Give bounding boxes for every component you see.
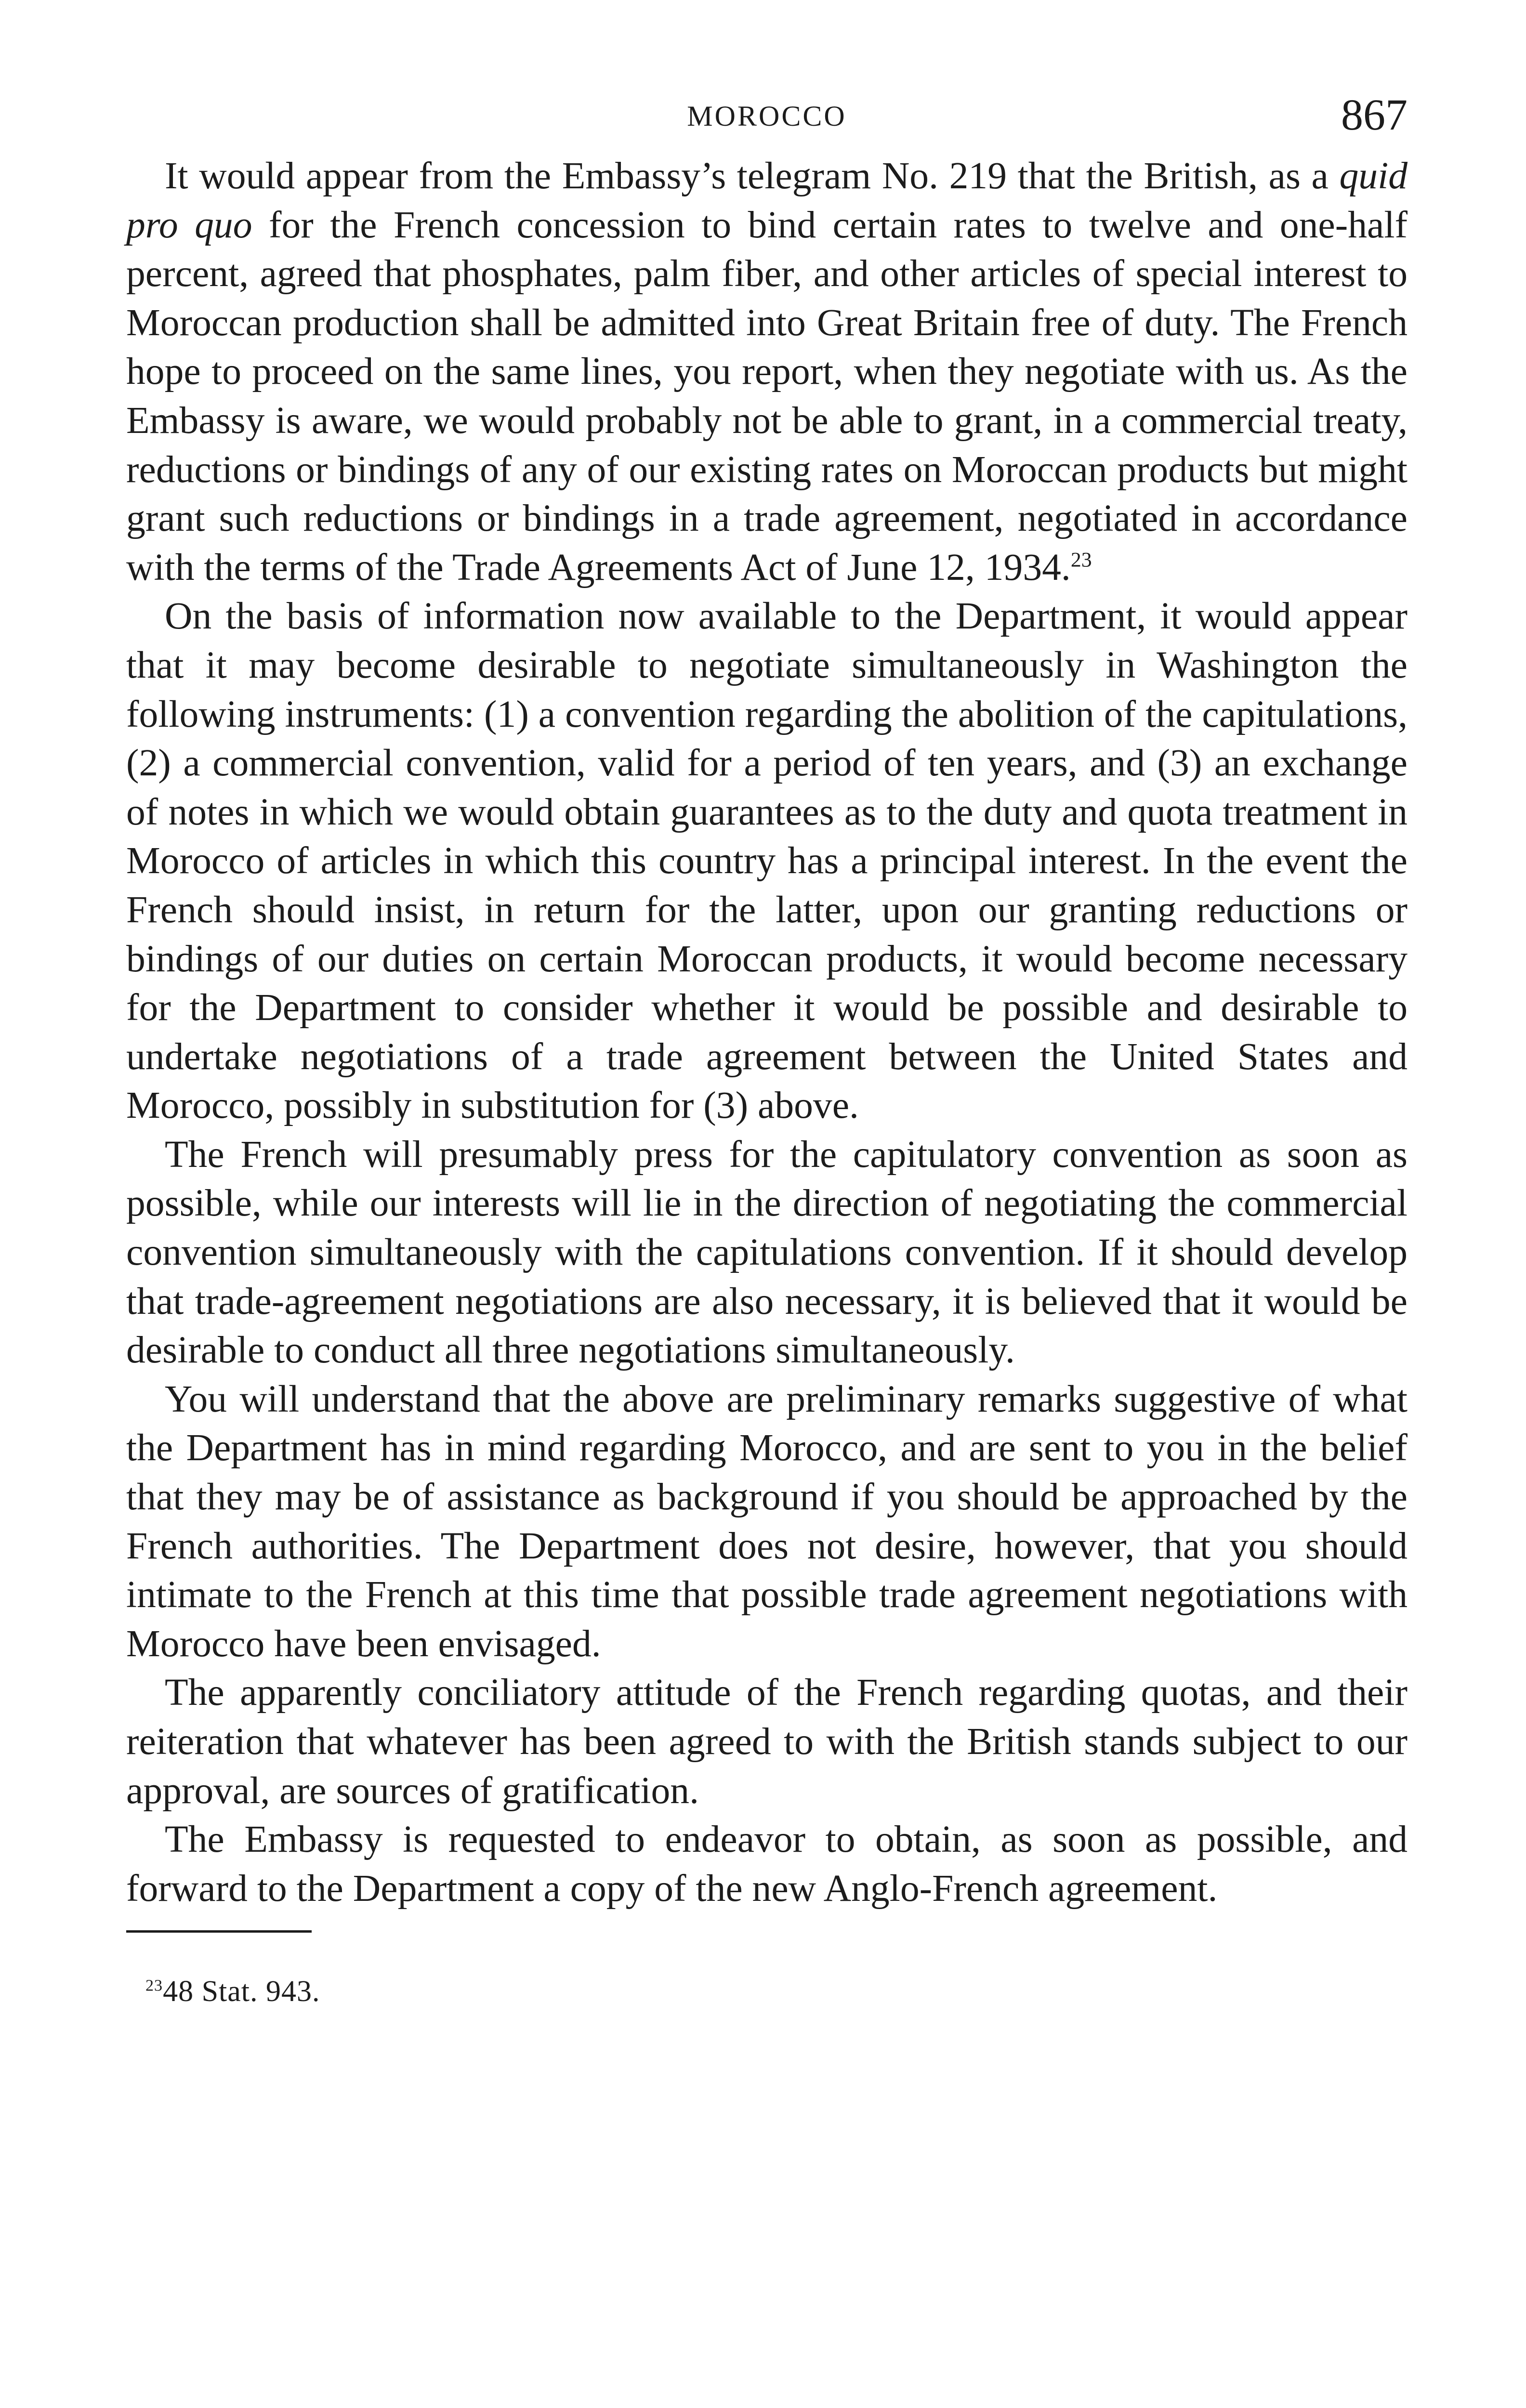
body-text [126,152,1408,1913]
footnote-marker: 23 [145,1976,163,1995]
footnote-divider [126,1930,312,1933]
page-number: 867 [1341,90,1408,139]
footnote [126,1974,1408,2009]
paragraph-3: The French will presumably press for the capitulatory convention as soon as possible, while our interests will lie in the direction of negotiating the commercial convention simultaneously with the capitulations convention. If it should develop that trade-agreement negotiations are also necessary, it is believed that it would be desirable to conduct all three negotiations simultaneously. [126,1133,1408,1372]
running-title: MOROCCO [687,100,847,132]
footnote-text: 48 Stat. 943. [163,1975,320,2008]
italic-phrase: quid pro quo [126,155,1408,246]
paragraph-4: You will understand that the above are preliminary remarks suggestive of what the Department has in mind regarding Morocco, and are sent to you in the belief that they may be of assistance as background if you should be approached by the French authorities. The Department does not desire, however, that you should intimate to the French at this time that possible trade agreement negotiations with Morocco have been envisaged. [126,1377,1408,1665]
paragraph-1 [126,152,1408,592]
document-page [126,89,1408,2009]
paragraph-1-text-start: It would appear from the Embassy’s telegram No. 219 that the British, as a [165,155,1340,197]
paragraph-1-text-end: for the French concession to bind certain rates to twelve and one-half percent, agreed that phosphates, palm fiber, and other articles of special interest to Moroccan production shall be admitted into Great Britain free of duty. The French hope to proceed on the same lines, you report, when they negotiate with us. As the Embassy is aware, we would probably not be able to grant, in a commercial treaty, reductions or bindings of any of our existing rates on Moroccan products but might grant such reductions or bindings in a trade agreement, negotiated in accordance with the terms of the Trade Agreements Act of June 12, 1934. [126,203,1408,589]
paragraph-5: The apparently conciliatory attitude of the French regarding quotas, and their reiteration that whatever has been agreed to with the British stands subject to our approval, are sources of gratification. [126,1671,1408,1812]
footnote-reference: 23 [1070,548,1092,572]
paragraph-6: The Embassy is requested to endeavor to obtain, as soon as possible, and forward to the Department a copy of the new Anglo-French agreement. [126,1818,1408,1910]
paragraph-2: On the basis of information now available to the Department, it would appear that it may become desirable to negotiate simultaneously in Washington the following instruments: (1) a convention regarding the abolition of the capitulations, (2) a commercial convention, valid for a period of ten years, and (3) an exchange of notes in which we would obtain guarantees as to the duty and quota treatment in Morocco of articles in which this country has a principal interest. In the event the French should insist, in return for the latter, upon our granting reductions or bindings of our duties on certain Moroccan products, it would become necessary for the Department to consider whether it would be possible and desirable to undertake negotiations of a trade agreement between the United States and Morocco, possibly in substitution for (3) above. [126,595,1408,1127]
running-header [126,89,1408,147]
